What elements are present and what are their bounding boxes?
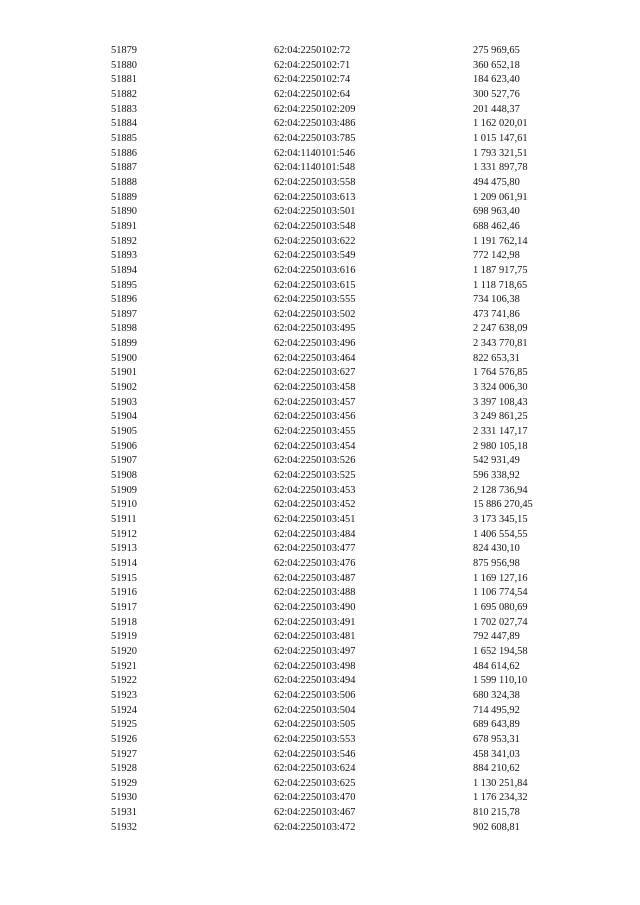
row-number: 51912 bbox=[111, 528, 137, 540]
row-number: 51919 bbox=[111, 631, 137, 643]
cadastral-value: 2 343 770,81 bbox=[473, 338, 528, 350]
cadastral-number: 62:04:2250103:548 bbox=[274, 220, 356, 232]
table-row bbox=[0, 513, 640, 528]
table-row bbox=[0, 704, 640, 719]
row-number: 51930 bbox=[111, 792, 137, 804]
cadastral-number: 62:04:2250103:549 bbox=[274, 250, 356, 262]
table-row bbox=[0, 103, 640, 118]
row-number: 51927 bbox=[111, 748, 137, 760]
row-number: 51924 bbox=[111, 704, 137, 716]
cadastral-number: 62:04:2250103:526 bbox=[274, 455, 356, 467]
table-row bbox=[0, 806, 640, 821]
cadastral-number: 62:04:2250103:506 bbox=[274, 689, 356, 701]
row-number: 51922 bbox=[111, 675, 137, 687]
cadastral-value: 2 331 147,17 bbox=[473, 426, 528, 438]
row-number: 51898 bbox=[111, 323, 137, 335]
cadastral-value: 734 106,38 bbox=[473, 294, 520, 306]
table-row bbox=[0, 396, 640, 411]
row-number: 51928 bbox=[111, 763, 137, 775]
cadastral-value: 596 338,92 bbox=[473, 470, 520, 482]
cadastral-number: 62:04:2250103:488 bbox=[274, 587, 356, 599]
row-number: 51931 bbox=[111, 807, 137, 819]
cadastral-value: 1 162 020,01 bbox=[473, 118, 528, 130]
cadastral-number: 62:04:2250103:615 bbox=[274, 279, 356, 291]
table-row bbox=[0, 249, 640, 264]
cadastral-value: 2 128 736,94 bbox=[473, 484, 528, 496]
cadastral-value: 3 173 345,15 bbox=[473, 514, 528, 525]
cadastral-value: 494 475,80 bbox=[473, 176, 520, 188]
cadastral-number: 62:04:2250102:74 bbox=[274, 74, 351, 86]
cadastral-value: 884 210,62 bbox=[473, 763, 520, 775]
cadastral-value: 1 106 774,54 bbox=[473, 587, 528, 599]
cadastral-number: 62:04:2250103:553 bbox=[274, 733, 356, 745]
cadastral-value: 473 741,86 bbox=[473, 308, 520, 320]
table-row bbox=[0, 689, 640, 704]
table-row bbox=[0, 410, 640, 425]
cadastral-number: 62:04:2250103:625 bbox=[274, 777, 356, 789]
table-row bbox=[0, 660, 640, 675]
row-number: 51896 bbox=[111, 294, 137, 306]
table-row bbox=[0, 440, 640, 455]
cadastral-number: 62:04:2250103:502 bbox=[274, 308, 356, 320]
cadastral-number: 62:04:2250103:476 bbox=[274, 557, 356, 569]
cadastral-number: 62:04:2250103:458 bbox=[274, 382, 356, 394]
cadastral-number: 62:04:2250103:477 bbox=[274, 543, 356, 555]
cadastral-value: 1 793 321,51 bbox=[473, 147, 528, 159]
cadastral-number: 62:04:2250103:484 bbox=[274, 528, 356, 540]
table-row bbox=[0, 322, 640, 337]
row-number: 51907 bbox=[111, 455, 137, 467]
cadastral-number: 62:04:2250103:491 bbox=[274, 616, 356, 628]
row-number: 51879 bbox=[111, 45, 137, 56]
cadastral-number: 62:04:2250103:451 bbox=[274, 514, 356, 525]
table-row bbox=[0, 293, 640, 308]
cadastral-number: 62:04:2250103:525 bbox=[274, 470, 356, 482]
table-row bbox=[0, 572, 640, 587]
cadastral-number: 62:04:2250103:501 bbox=[274, 206, 356, 218]
row-number: 51884 bbox=[111, 118, 137, 130]
table-row bbox=[0, 586, 640, 601]
row-number: 51900 bbox=[111, 352, 137, 364]
cadastral-number: 62:04:2250102:64 bbox=[274, 88, 351, 100]
cadastral-value: 689 643,89 bbox=[473, 719, 520, 731]
row-number: 51921 bbox=[111, 660, 137, 672]
cadastral-value: 678 953,31 bbox=[473, 733, 520, 745]
cadastral-value: 300 527,76 bbox=[473, 88, 520, 100]
cadastral-value: 484 614,62 bbox=[473, 660, 520, 672]
cadastral-value: 1 015 147,61 bbox=[473, 132, 528, 144]
row-number: 51892 bbox=[111, 235, 137, 247]
row-number: 51889 bbox=[111, 191, 137, 203]
cadastral-value: 680 324,38 bbox=[473, 689, 520, 701]
row-number: 51932 bbox=[111, 821, 137, 833]
cadastral-number: 62:04:2250103:455 bbox=[274, 426, 356, 438]
cadastral-value: 1 702 027,74 bbox=[473, 616, 528, 628]
cadastral-value: 2 247 638,09 bbox=[473, 323, 528, 335]
cadastral-value: 822 653,31 bbox=[473, 352, 520, 364]
row-number: 51914 bbox=[111, 557, 137, 569]
cadastral-value: 1 176 234,32 bbox=[473, 792, 528, 804]
cadastral-number: 62:04:2250103:452 bbox=[274, 499, 356, 511]
cadastral-number: 62:04:2250103:457 bbox=[274, 396, 356, 408]
row-number: 51915 bbox=[111, 572, 137, 584]
row-number: 51902 bbox=[111, 382, 137, 394]
table-row bbox=[0, 117, 640, 132]
row-number: 51904 bbox=[111, 411, 137, 423]
cadastral-value: 688 462,46 bbox=[473, 220, 520, 232]
cadastral-value: 1 331 897,78 bbox=[473, 162, 528, 174]
row-number: 51923 bbox=[111, 689, 137, 701]
table-row bbox=[0, 821, 640, 836]
cadastral-number: 62:04:2250103:481 bbox=[274, 631, 356, 643]
cadastral-number: 62:04:2250102:209 bbox=[274, 103, 356, 115]
cadastral-number: 62:04:2250102:71 bbox=[274, 59, 351, 71]
row-number: 51906 bbox=[111, 440, 137, 452]
row-number: 51890 bbox=[111, 206, 137, 218]
cadastral-number: 62:04:2250103:785 bbox=[274, 132, 356, 144]
cadastral-number: 62:04:2250103:613 bbox=[274, 191, 356, 203]
table-row bbox=[0, 73, 640, 88]
table-row bbox=[0, 88, 640, 103]
row-number: 51897 bbox=[111, 308, 137, 320]
cadastral-value: 2 980 105,18 bbox=[473, 440, 528, 452]
row-number: 51920 bbox=[111, 645, 137, 657]
table-row bbox=[0, 748, 640, 763]
row-number: 51888 bbox=[111, 176, 137, 188]
cadastral-number: 62:04:2250103:495 bbox=[274, 323, 356, 335]
cadastral-value: 542 931,49 bbox=[473, 455, 520, 467]
cadastral-number: 62:04:2250103:627 bbox=[274, 367, 356, 379]
cadastral-value: 458 341,03 bbox=[473, 748, 520, 760]
cadastral-value: 201 448,37 bbox=[473, 103, 520, 115]
row-number: 51886 bbox=[111, 147, 137, 159]
row-number: 51913 bbox=[111, 543, 137, 555]
row-number: 51885 bbox=[111, 132, 137, 144]
table-row bbox=[0, 557, 640, 572]
table-row bbox=[0, 616, 640, 631]
row-number: 51911 bbox=[111, 514, 137, 525]
cadastral-value: 810 215,78 bbox=[473, 807, 520, 819]
row-number: 51905 bbox=[111, 426, 137, 438]
table-row bbox=[0, 542, 640, 557]
cadastral-number: 62:04:2250103:490 bbox=[274, 601, 356, 613]
row-number: 51895 bbox=[111, 279, 137, 291]
cadastral-number: 62:04:2250103:622 bbox=[274, 235, 356, 247]
row-number: 51925 bbox=[111, 719, 137, 731]
table-row bbox=[0, 191, 640, 206]
row-number: 51909 bbox=[111, 484, 137, 496]
cadastral-number: 62:04:2250103:504 bbox=[274, 704, 356, 716]
cadastral-value: 275 969,65 bbox=[473, 45, 520, 56]
row-number: 51908 bbox=[111, 470, 137, 482]
cadastral-number: 62:04:2250103:454 bbox=[274, 440, 356, 452]
cadastral-value: 698 963,40 bbox=[473, 206, 520, 218]
cadastral-value: 1 130 251,84 bbox=[473, 777, 528, 789]
cadastral-number: 62:04:2250103:487 bbox=[274, 572, 356, 584]
cadastral-value: 15 886 270,45 bbox=[473, 499, 533, 511]
table-row bbox=[0, 528, 640, 543]
cadastral-value: 1 599 110,10 bbox=[473, 675, 528, 687]
table-row bbox=[0, 645, 640, 660]
table-row bbox=[0, 630, 640, 645]
cadastral-number: 62:04:2250103:505 bbox=[274, 719, 356, 731]
table-row bbox=[0, 337, 640, 352]
row-number: 51893 bbox=[111, 250, 137, 262]
cadastral-number: 62:04:2250103:497 bbox=[274, 645, 356, 657]
table-row bbox=[0, 777, 640, 792]
cadastral-number: 62:04:2250103:467 bbox=[274, 807, 356, 819]
table-row bbox=[0, 454, 640, 469]
cadastral-value: 1 764 576,85 bbox=[473, 367, 528, 379]
row-number: 51926 bbox=[111, 733, 137, 745]
cadastral-number: 62:04:2250103:558 bbox=[274, 176, 356, 188]
table-row bbox=[0, 425, 640, 440]
row-number: 51881 bbox=[111, 74, 137, 86]
cadastral-number: 62:04:1140101:548 bbox=[274, 162, 356, 174]
table-row bbox=[0, 176, 640, 191]
cadastral-value: 1 169 127,16 bbox=[473, 572, 528, 584]
cadastral-value: 1 191 762,14 bbox=[473, 235, 528, 247]
cadastral-value: 184 623,40 bbox=[473, 74, 520, 86]
cadastral-value: 3 397 108,43 bbox=[473, 396, 528, 408]
table-row bbox=[0, 352, 640, 367]
cadastral-number: 62:04:2250103:464 bbox=[274, 352, 356, 364]
table-row bbox=[0, 366, 640, 381]
row-number: 51887 bbox=[111, 162, 137, 174]
table-row bbox=[0, 220, 640, 235]
row-number: 51880 bbox=[111, 59, 137, 71]
row-number: 51891 bbox=[111, 220, 137, 232]
cadastral-number: 62:04:2250103:494 bbox=[274, 675, 356, 687]
cadastral-value: 714 495,92 bbox=[473, 704, 520, 716]
cadastral-value: 1 406 554,55 bbox=[473, 528, 528, 540]
cadastral-value: 3 324 006,30 bbox=[473, 382, 528, 394]
cadastral-number: 62:04:1140101:546 bbox=[274, 147, 356, 159]
table-row bbox=[0, 718, 640, 733]
cadastral-value: 1 652 194,58 bbox=[473, 645, 528, 657]
table-row bbox=[0, 381, 640, 396]
table-row bbox=[0, 147, 640, 162]
cadastral-value: 824 430,10 bbox=[473, 543, 520, 555]
row-number: 51901 bbox=[111, 367, 137, 379]
table-row bbox=[0, 762, 640, 777]
cadastral-value: 1 118 718,65 bbox=[473, 279, 528, 291]
row-number: 51918 bbox=[111, 616, 137, 628]
cadastral-value: 3 249 861,25 bbox=[473, 411, 528, 423]
row-number: 51899 bbox=[111, 338, 137, 350]
table-row bbox=[0, 59, 640, 74]
cadastral-number: 62:04:2250103:555 bbox=[274, 294, 356, 306]
cadastral-number: 62:04:2250103:498 bbox=[274, 660, 356, 672]
table-row bbox=[0, 791, 640, 806]
table-row bbox=[0, 279, 640, 294]
row-number: 51910 bbox=[111, 499, 137, 511]
table-row bbox=[0, 235, 640, 250]
cadastral-value: 360 652,18 bbox=[473, 59, 520, 71]
row-number: 51929 bbox=[111, 777, 137, 789]
table-row bbox=[0, 308, 640, 323]
row-number: 51917 bbox=[111, 601, 137, 613]
cadastral-value: 1 209 061,91 bbox=[473, 191, 528, 203]
table-row bbox=[0, 161, 640, 176]
table-row bbox=[0, 264, 640, 279]
cadastral-value: 772 142,98 bbox=[473, 250, 520, 262]
row-number: 51894 bbox=[111, 264, 137, 276]
cadastral-value: 902 608,81 bbox=[473, 821, 520, 833]
cadastral-number: 62:04:2250103:470 bbox=[274, 792, 356, 804]
row-number: 51916 bbox=[111, 587, 137, 599]
table-row bbox=[0, 674, 640, 689]
table-row bbox=[0, 733, 640, 748]
row-number: 51883 bbox=[111, 103, 137, 115]
cadastral-number: 62:04:2250103:546 bbox=[274, 748, 356, 760]
table-row bbox=[0, 469, 640, 484]
table-row bbox=[0, 484, 640, 499]
cadastral-number: 62:04:2250103:486 bbox=[274, 118, 356, 130]
table-row bbox=[0, 601, 640, 616]
table-row bbox=[0, 44, 640, 59]
cadastral-value-table bbox=[0, 44, 640, 835]
cadastral-value: 1 695 080,69 bbox=[473, 601, 528, 613]
cadastral-number: 62:04:2250103:453 bbox=[274, 484, 356, 496]
cadastral-number: 62:04:2250103:616 bbox=[274, 264, 356, 276]
cadastral-number: 62:04:2250103:624 bbox=[274, 763, 356, 775]
table-row bbox=[0, 205, 640, 220]
cadastral-number: 62:04:2250103:472 bbox=[274, 821, 356, 833]
cadastral-number: 62:04:2250103:456 bbox=[274, 411, 356, 423]
table-row bbox=[0, 132, 640, 147]
cadastral-number: 62:04:2250102:72 bbox=[274, 45, 351, 56]
row-number: 51903 bbox=[111, 396, 137, 408]
row-number: 51882 bbox=[111, 88, 137, 100]
cadastral-value: 1 187 917,75 bbox=[473, 264, 528, 276]
cadastral-number: 62:04:2250103:496 bbox=[274, 338, 356, 350]
table-row bbox=[0, 498, 640, 513]
cadastral-value: 792 447,89 bbox=[473, 631, 520, 643]
cadastral-value: 875 956,98 bbox=[473, 557, 520, 569]
